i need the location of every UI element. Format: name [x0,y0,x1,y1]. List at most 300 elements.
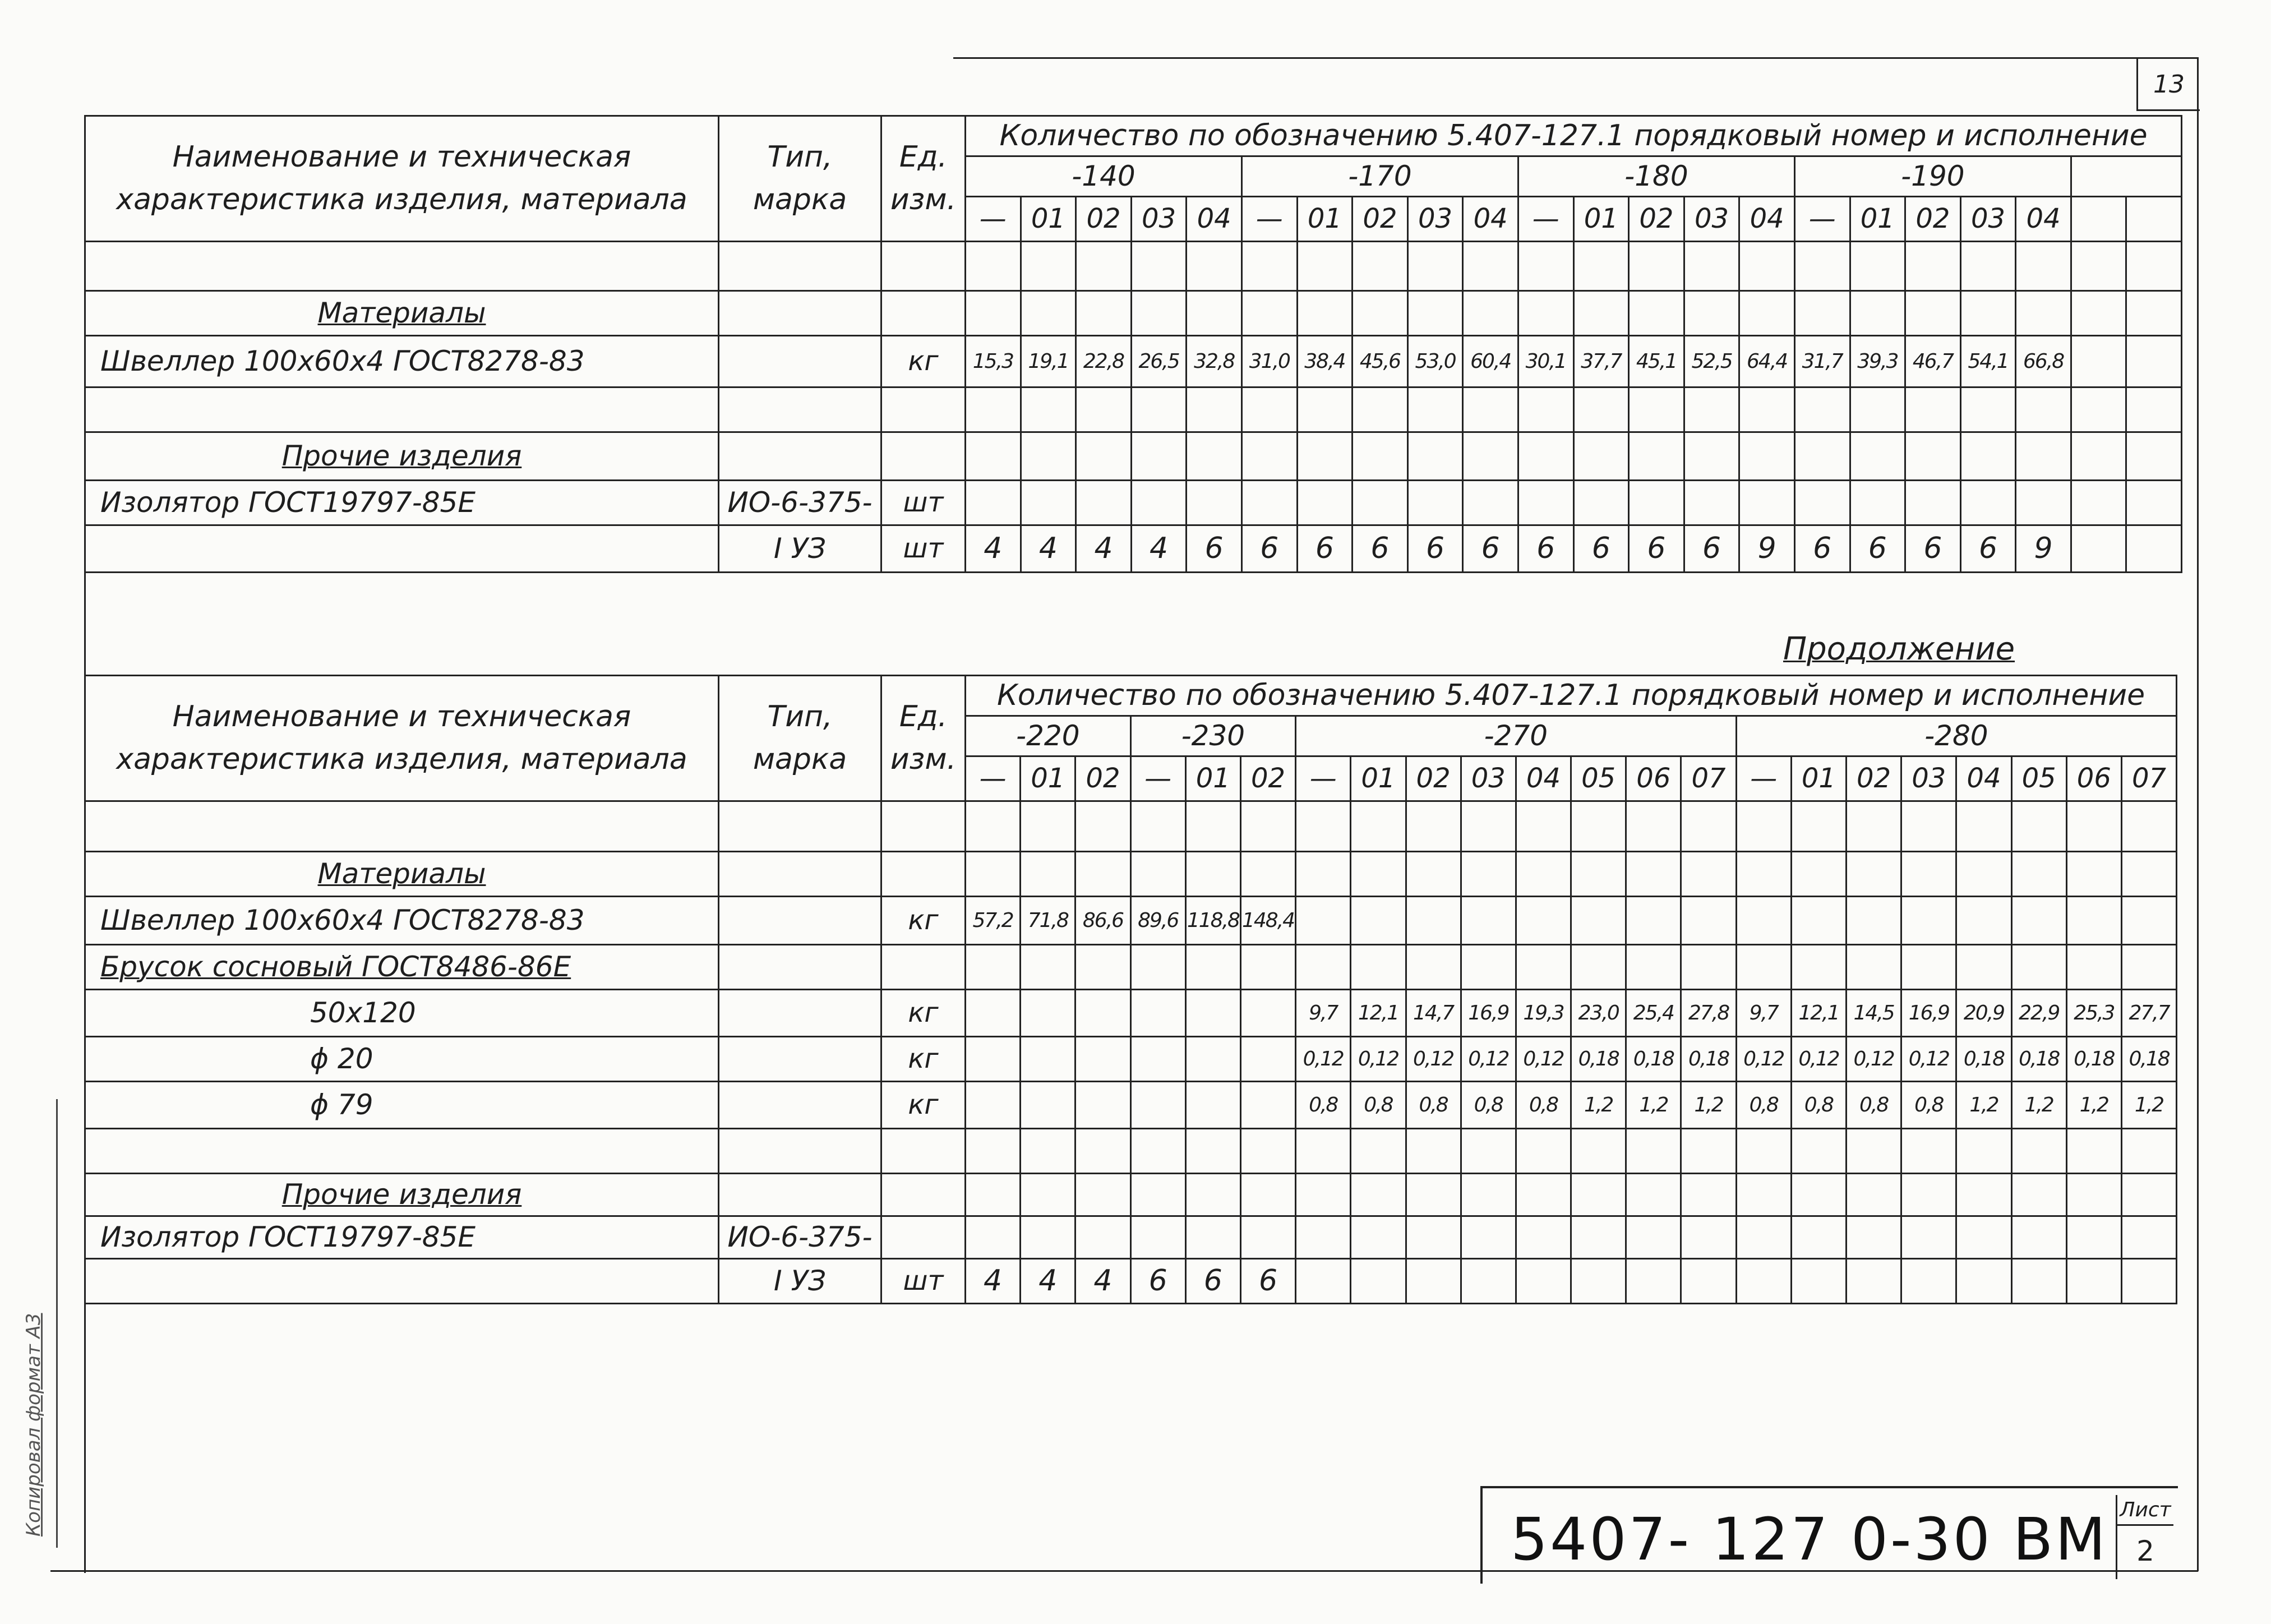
size-d20: ϕ 20 [85,1037,719,1082]
item-unit [881,1129,966,1174]
value-cell [1463,432,1518,481]
value-cell [1021,432,1076,481]
value-cell [1406,852,1461,897]
value-cell [1021,852,1076,897]
value-cell [1901,801,1956,852]
value-cell: 25,4 [1626,990,1681,1037]
value-cell [2121,945,2176,990]
value-cell [1571,801,1626,852]
value-cell [1850,432,1905,481]
value-cell [2126,387,2182,432]
item-type: ИО-6-375- [719,481,881,525]
value-cell [966,1037,1021,1082]
value-cell [1076,801,1130,852]
value-cell: 0,18 [1626,1037,1681,1082]
value-cell [1185,1037,1240,1082]
subcolumn-header: 01 [1791,756,1846,801]
value-cell [1461,1259,1516,1304]
value-cell [966,990,1021,1037]
value-cell [2071,525,2126,573]
subcolumn-header: — [1296,756,1351,801]
header-unit: Ед. изм. [881,116,966,242]
value-cell [1901,1174,1956,1216]
value-cell [2126,242,2182,291]
subcolumn-header: 01 [1573,197,1629,242]
value-cell: 1,2 [1956,1082,2011,1129]
document-code: 5407- 127 0-30 ВМ [1511,1505,2108,1574]
value-cell [2071,336,2126,387]
value-cell [1240,1174,1295,1216]
continuation-label: Продолжение [1783,631,2015,667]
value-cell: 53,0 [1407,336,1463,387]
value-cell: 4 [1076,1259,1130,1304]
value-cell [1076,387,1132,432]
value-cell [2126,481,2182,525]
value-cell: 20,9 [1956,990,2011,1037]
value-cell [1518,291,1573,336]
value-cell [1021,1174,1076,1216]
value-cell [1681,1129,1736,1174]
group-header: -270 [1296,716,1737,756]
value-cell [1739,291,1795,336]
value-cell [2071,291,2126,336]
value-cell: 6 [1297,525,1353,573]
value-cell [1901,897,1956,945]
value-cell [2011,1174,2066,1216]
value-cell [1241,242,1297,291]
value-cell [1960,291,2016,336]
subcolumn-header: — [966,197,1021,242]
value-cell: 31,7 [1794,336,1850,387]
value-cell [1131,481,1187,525]
value-cell [1518,242,1573,291]
subcolumn-header: 02 [1076,197,1132,242]
value-cell: 6 [1353,525,1408,573]
value-cell [1571,897,1626,945]
value-cell [1461,852,1516,897]
value-cell [1794,291,1850,336]
value-cell: 0,12 [1406,1037,1461,1082]
subcolumn-header: 07 [2121,756,2176,801]
value-cell [1463,387,1518,432]
value-cell [1739,481,1795,525]
value-cell: 118,8 [1185,897,1240,945]
value-cell: 6 [1241,525,1297,573]
value-cell: 1,2 [2066,1082,2121,1129]
value-cell: 64,4 [1739,336,1795,387]
value-cell: 71,8 [1021,897,1076,945]
header-qty: Количество по обозначению 5.407-127.1 порядковый номер и исполнение [966,116,2182,156]
value-cell [1629,291,1684,336]
value-cell [2066,1174,2121,1216]
value-cell [1736,801,1791,852]
value-cell [1736,1216,1791,1259]
subcolumn-header: 06 [2066,756,2121,801]
item-type: I УЗ [719,1259,881,1304]
value-cell [1407,432,1463,481]
value-cell [1847,1216,1901,1259]
value-cell [1297,481,1353,525]
size-d79: ϕ 79 [85,1082,719,1129]
value-cell [1516,1129,1571,1174]
value-cell: 9,7 [1736,990,1791,1037]
value-cell [1684,432,1739,481]
value-cell [1296,1174,1351,1216]
value-cell [1571,1129,1626,1174]
value-cell: 0,12 [1847,1037,1901,1082]
item-type [719,242,881,291]
value-cell: 23,0 [1571,990,1626,1037]
section-materials [85,852,719,897]
value-cell [1130,1174,1185,1216]
value-cell [1021,242,1076,291]
value-cell [2011,1216,2066,1259]
subcolumn-header: 04 [2016,197,2071,242]
subcolumn-header: 04 [1463,197,1518,242]
subcolumn-header: 03 [1901,756,1956,801]
value-cell: 30,1 [1518,336,1573,387]
value-cell [2011,945,2066,990]
title-block [1480,1486,2178,1584]
value-cell [1681,801,1736,852]
value-cell [1956,1129,2011,1174]
value-cell [1240,1216,1295,1259]
value-cell [2066,945,2121,990]
value-cell [1076,990,1130,1037]
value-cell [1791,1129,1846,1174]
value-cell: 31,0 [1241,336,1297,387]
value-cell [1629,481,1684,525]
value-cell [1956,801,2011,852]
item-unit: кг [881,990,966,1037]
header-unit: Ед. изм. [881,676,966,801]
item-unit: кг [881,1037,966,1082]
value-cell: 0,18 [1956,1037,2011,1082]
insulator-name: Изолятор ГОСТ19797-85Е [85,481,719,525]
value-cell [1905,432,1961,481]
value-cell [1794,481,1850,525]
value-cell [1850,242,1905,291]
value-cell [1905,387,1961,432]
value-cell [1296,897,1351,945]
value-cell [966,242,1021,291]
value-cell: 0,8 [1791,1082,1846,1129]
item-type [719,291,881,336]
value-cell: 0,8 [1406,1082,1461,1129]
value-cell [1571,1174,1626,1216]
value-cell [1626,945,1681,990]
brusok-name [85,945,719,990]
value-cell [1791,1216,1846,1259]
group-header: -180 [1518,156,1794,197]
value-cell: 1,2 [2011,1082,2066,1129]
value-cell [1516,945,1571,990]
value-cell [1736,945,1791,990]
value-cell [1850,291,1905,336]
value-cell [1629,432,1684,481]
insulator-name: Изолятор ГОСТ19797-85Е [85,1216,719,1259]
sheet-label: Лист [2117,1495,2173,1526]
group-header-empty [2071,156,2181,197]
subcolumn-header [2071,197,2126,242]
value-cell [1847,801,1901,852]
value-cell [2066,1259,2121,1304]
item-unit: шт [881,525,966,573]
header-qty: Количество по обозначению 5.407-127.1 порядковый номер и исполнение [966,676,2177,716]
value-cell: 16,9 [1461,990,1516,1037]
value-cell [1629,387,1684,432]
value-cell [2016,242,2071,291]
value-cell [1573,291,1629,336]
value-cell: 26,5 [1131,336,1187,387]
value-cell: 4 [1021,1259,1076,1304]
value-cell: 6 [1905,525,1961,573]
value-cell [1406,1174,1461,1216]
item-type [719,1082,881,1129]
value-cell [2121,897,2176,945]
value-cell: 6 [1240,1259,1295,1304]
subcolumn-header: 02 [1240,756,1295,801]
value-cell: 66,8 [2016,336,2071,387]
value-cell [1130,990,1185,1037]
brusok-name-text: Брусок сосновый ГОСТ8486-86Е [100,951,571,983]
subcolumn-header: 01 [1021,197,1076,242]
value-cell [1076,1216,1130,1259]
value-cell [1791,897,1846,945]
value-cell [1240,852,1295,897]
value-cell: 9 [1739,525,1795,573]
value-cell [1626,1174,1681,1216]
value-cell [1353,242,1408,291]
shveller-name: Швеллер 100х60х4 ГОСТ8278-83 [85,336,719,387]
value-cell [1240,1037,1295,1082]
subcolumn-header: 01 [1351,756,1406,801]
item-type [719,897,881,945]
value-cell [1684,481,1739,525]
subcolumn-header: 01 [1297,197,1353,242]
subcolumn-header: 05 [1571,756,1626,801]
value-cell [1021,1129,1076,1174]
value-cell [1847,945,1901,990]
subcolumn-header: 02 [1353,197,1408,242]
value-cell [1351,897,1406,945]
value-cell [966,291,1021,336]
value-cell [2121,852,2176,897]
value-cell: 6 [1794,525,1850,573]
value-cell [1461,945,1516,990]
value-cell [1684,291,1739,336]
value-cell [2011,897,2066,945]
value-cell [1794,432,1850,481]
value-cell [1296,1129,1351,1174]
value-cell [1076,1082,1130,1129]
subcolumn-header: 02 [1847,756,1901,801]
value-cell: 19,3 [1516,990,1571,1037]
value-cell: 0,12 [1736,1037,1791,1082]
item-name [85,387,719,432]
value-cell [1076,1037,1130,1082]
header-type: Тип, марка [719,116,881,242]
value-cell [2066,801,2121,852]
value-cell [1626,1259,1681,1304]
value-cell [2071,387,2126,432]
value-cell [1076,1129,1130,1174]
value-cell [2126,336,2182,387]
sheet-number-box [2116,1495,2173,1579]
value-cell: 86,6 [1076,897,1130,945]
value-cell [1905,291,1961,336]
value-cell [1956,945,2011,990]
value-cell [1185,801,1240,852]
value-cell: 0,18 [2011,1037,2066,1082]
spec-table-2 [84,675,2177,1304]
value-cell: 6 [1187,525,1242,573]
value-cell [1736,897,1791,945]
section-materials-text: Материалы [317,297,486,329]
value-cell: 12,1 [1351,990,1406,1037]
value-cell [1847,1174,1901,1216]
value-cell [1351,1129,1406,1174]
value-cell [1187,291,1242,336]
item-name [85,525,719,573]
value-cell [2126,432,2182,481]
value-cell: 0,18 [1571,1037,1626,1082]
value-cell: 6 [1518,525,1573,573]
value-cell [1516,1216,1571,1259]
item-type [719,801,881,852]
group-header: -280 [1736,716,2177,756]
value-cell: 6 [1130,1259,1185,1304]
value-cell [1516,1174,1571,1216]
value-cell [1461,1129,1516,1174]
value-cell: 0,8 [1516,1082,1571,1129]
top-frame-line [953,57,2198,59]
value-cell: 89,6 [1130,897,1185,945]
value-cell [1573,387,1629,432]
item-unit: кг [881,1082,966,1129]
item-unit [881,852,966,897]
item-unit [881,432,966,481]
value-cell: 22,9 [2011,990,2066,1037]
subcolumn-header: 03 [1960,197,2016,242]
value-cell [1516,897,1571,945]
subcolumn-header: 04 [1187,197,1242,242]
value-cell [2121,1259,2176,1304]
value-cell [966,1082,1021,1129]
value-cell [1847,897,1901,945]
value-cell [1681,1259,1736,1304]
value-cell: 27,8 [1681,990,1736,1037]
value-cell [1240,1129,1295,1174]
value-cell [1187,242,1242,291]
section-other [85,432,719,481]
page-number: 13 [2136,59,2200,111]
value-cell [2121,1129,2176,1174]
value-cell [1130,1216,1185,1259]
subcolumn-header: 02 [1406,756,1461,801]
value-cell [1021,1216,1076,1259]
group-header: -140 [966,156,1242,197]
value-cell: 0,18 [1681,1037,1736,1082]
value-cell: 0,12 [1296,1037,1351,1082]
value-cell [1463,242,1518,291]
value-cell [2016,481,2071,525]
value-cell [1076,291,1132,336]
value-cell: 14,5 [1847,990,1901,1037]
item-type [719,1037,881,1082]
value-cell [2016,387,2071,432]
group-header: -170 [1241,156,1518,197]
value-cell [1571,1216,1626,1259]
value-cell [1021,801,1076,852]
value-cell [1353,291,1408,336]
value-cell: 148,4 [1240,897,1295,945]
value-cell [1130,852,1185,897]
value-cell [1131,387,1187,432]
value-cell [1571,945,1626,990]
item-type [719,387,881,432]
value-cell [1407,387,1463,432]
value-cell [1406,897,1461,945]
right-frame-line [2197,57,2199,1571]
value-cell [1131,291,1187,336]
value-cell: 0,12 [1351,1037,1406,1082]
value-cell [1240,801,1295,852]
section-materials-text: Материалы [317,857,486,890]
value-cell [1905,242,1961,291]
value-cell [966,1129,1021,1174]
value-cell [2016,432,2071,481]
value-cell [1021,945,1076,990]
value-cell [1351,1259,1406,1304]
shveller-name: Швеллер 100х60х4 ГОСТ8278-83 [85,897,719,945]
value-cell: 6 [1850,525,1905,573]
value-cell: 45,6 [1353,336,1408,387]
value-cell [1516,1259,1571,1304]
value-cell [2071,481,2126,525]
value-cell [1407,291,1463,336]
sheet-number: 2 [2136,1535,2154,1567]
value-cell [1351,801,1406,852]
value-cell: 0,8 [1736,1082,1791,1129]
value-cell [1518,432,1573,481]
value-cell [1240,945,1295,990]
subcolumn-header: 03 [1131,197,1187,242]
value-cell [1739,387,1795,432]
value-cell [1901,1129,1956,1174]
value-cell [1406,1259,1461,1304]
value-cell: 0,12 [1901,1037,1956,1082]
value-cell [966,801,1021,852]
value-cell [1130,1037,1185,1082]
value-cell [1076,481,1132,525]
item-unit [881,1174,966,1216]
group-header: -190 [1794,156,2071,197]
value-cell [1684,242,1739,291]
subcolumn-header: 03 [1684,197,1739,242]
value-cell [1021,291,1076,336]
value-cell [1185,990,1240,1037]
item-name [85,801,719,852]
value-cell [1461,897,1516,945]
subcolumn-header: — [1130,756,1185,801]
item-unit [881,242,966,291]
item-type: I УЗ [719,525,881,573]
value-cell [1353,432,1408,481]
value-cell [1684,387,1739,432]
value-cell [1351,852,1406,897]
value-cell [1351,945,1406,990]
